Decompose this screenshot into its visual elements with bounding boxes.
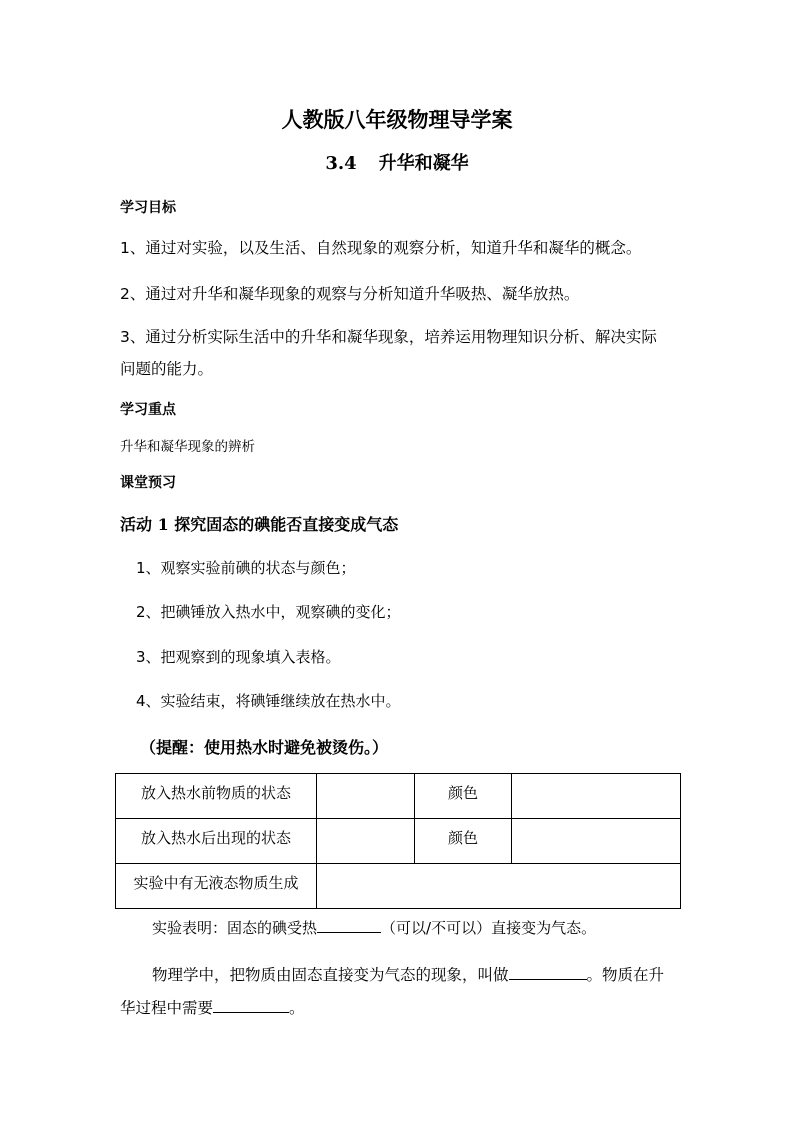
preview-heading: 课堂预习 [120,475,176,491]
lesson-heading [0,149,794,175]
table-cell-label: 实验中有无液态物质生成 [116,864,317,909]
activity-title: 活动 1 探究固态的碘能否直接变成气态 [120,515,399,534]
table-row [116,819,681,864]
conclusion-line-3: 华过程中需要 。 [120,999,305,1017]
table-cell-label: 放入热水前物质的状态 [116,774,317,819]
conclusion-line-2: 物理学中，把物质由固态直接变为气态的现象，叫做 。物质在升 [152,966,665,984]
goal-item-2: 2、通过对升华和凝华现象的观察与分析知道升华吸热、凝华放热。 [120,285,580,303]
table-cell-answer[interactable] [512,819,681,864]
answer-blank-1[interactable] [317,918,381,933]
conclusion-line-1: 实验表明：固态的碘受热 （可以/不可以）直接变为气态。 [152,919,597,937]
lesson-number: 3.4 [325,153,357,174]
goal-item-1: 1、通过对实验，以及生活、自然现象的观察分析，知道升华和凝华的概念。 [120,239,642,257]
answer-blank-2[interactable] [509,965,587,980]
table-cell-answer[interactable] [512,774,681,819]
lesson-title: 升华和凝华 [378,153,469,174]
step-2: 2、把碘锤放入热水中，观察碘的变化； [136,603,401,621]
table-cell-answer[interactable] [317,819,415,864]
step-1: 1、观察实验前碘的状态与颜色； [136,559,356,577]
table-cell-answer[interactable] [317,864,681,909]
table-cell-color-label: 颜色 [415,819,512,864]
goals-heading: 学习目标 [120,200,176,216]
observation-table [115,773,681,909]
goal-item-3: 3、通过分析实际生活中的升华和凝华现象，培养运用物理知识分析、解决实际 [120,328,657,346]
goal-item-3-continued: 问题的能力。 [120,360,214,378]
step-3: 3、把观察到的现象填入表格。 [136,648,341,666]
table-row [116,864,681,909]
safety-reminder: （提醒：使用热水时避免被烫伤。） [140,738,389,757]
table-row [116,774,681,819]
step-4: 4、实验结束，将碘锤继续放在热水中。 [136,692,401,710]
document-title: 人教版八年级物理导学案 [281,107,513,132]
table-cell-label: 放入热水后出现的状态 [116,819,317,864]
table-cell-answer[interactable] [317,774,415,819]
table-cell-color-label: 颜色 [415,774,512,819]
focus-heading: 学习重点 [120,402,176,418]
focus-text: 升华和凝华现象的辨析 [120,439,255,455]
answer-blank-3[interactable] [213,998,289,1013]
